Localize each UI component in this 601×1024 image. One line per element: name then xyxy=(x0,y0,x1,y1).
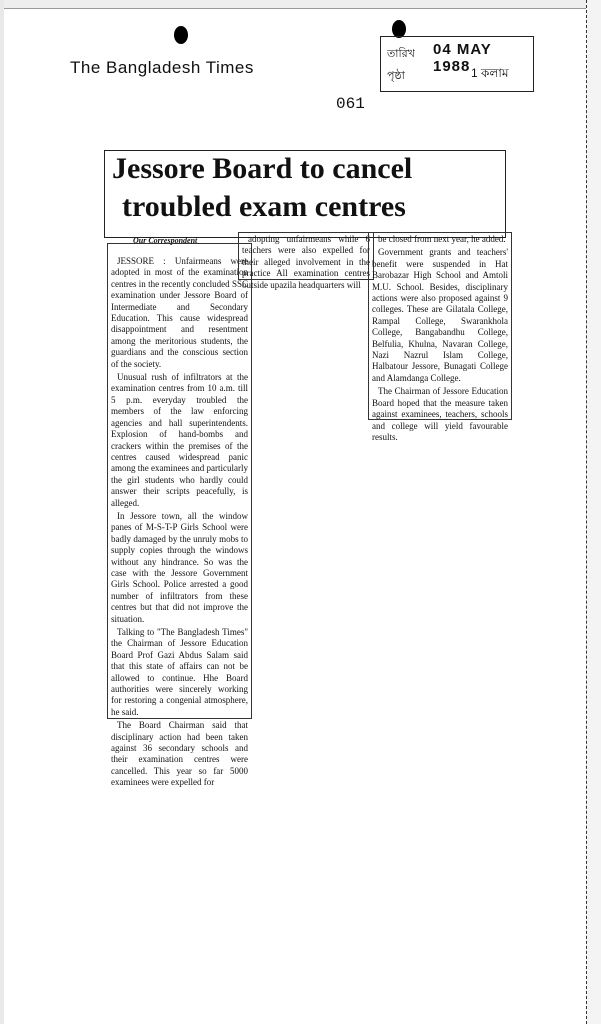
article-column-3 xyxy=(368,232,512,442)
headline-line-1: Jessore Board to cancel xyxy=(112,152,413,185)
paragraph: The Board Chairman said that disciplinary action had been taken against 36 secondary schools and their examination centres were cancelled. This year so far 5000 examinees were expelled for xyxy=(111,720,248,788)
paragraph: In Jessore town, all the window panes of M-S-T-P Girls School were badly damaged by the unruly mobs to supply copies through the windows without any hindrance. So was the case with the Jessore Government Girls School. Police arrested a good number of infiltrators from these centres but that did not improve the situation. xyxy=(111,510,248,624)
paragraph: The Chairman of Jessore Education Board hoped that the measure taken against examinees, teachers, schools and college will yield favourable results. xyxy=(372,386,508,442)
newspaper-name: The Bangladesh Times xyxy=(70,58,254,77)
stamp-date: 04 MAY 1988 xyxy=(433,41,492,75)
scan-top-edge xyxy=(0,0,601,9)
date-stamp xyxy=(380,36,534,92)
paragraph: be closed from next year, he added. xyxy=(378,234,506,244)
stamp-page-value: 1 কলাম xyxy=(471,66,509,80)
paragraph: adopting unfairmeans while 6 teachers were also expelled for their alleged involvement in the practice All examination centres outside upazila headquarters will xyxy=(242,234,370,290)
byline: Our Correspondent xyxy=(133,236,198,245)
article-column-1 xyxy=(107,243,252,788)
paragraph: Unusual rush of infiltrators at the examination centres from 10 a.m. till 5 p.m. everyday troubled the members of the law enforcing agencies and hall superintendents. Explosion of hand-bombs and crackers within the premises of the centres caused widespread panic among the examinees and particularly the girl students who hardly could answer their scripts peacefully, is alleged. xyxy=(111,372,248,508)
scan-right-edge xyxy=(586,0,601,1024)
article-column-2 xyxy=(238,232,374,290)
paragraph: Government grants and teachers' benefit were suspended in Hat Barobazar High School and Amtoli M.U. School. Besides, disciplinary actions were also proposed against 9 colleges. These are Gilatala College, Rampal College, Swarankhola College, Bangabandhu College, Belfulia, Khulna, Navaran College, Nazi Nazrul Islam College, Halbatour Jessore, Bunagati College and Alamdanga College. xyxy=(372,247,508,383)
paragraph: Talking to "The Bangladesh Times" the Chairman of Jessore Education Board Prof Gazi Abdus Salam said that this state of affairs can not be allowed to continue. Hhe Board authorities were sincerely working for restoring a congenial atmosphere, he said. xyxy=(111,627,248,717)
scan-left-edge xyxy=(0,0,4,1024)
punch-hole-left xyxy=(174,26,188,44)
archive-number: 061 xyxy=(336,95,365,113)
headline-line-2: troubled exam centres xyxy=(122,190,406,223)
stamp-page-label: পৃষ্ঠা xyxy=(387,70,405,82)
paragraph: JESSORE : Unfairmeans were adopted in most of the examination centres in the recently concluded SSC examination under Jessore Board of Intermediate and Secondary Education. This cause widespread disappointment and resentment among the meritorious students, the guardians and the conscious section of the society. xyxy=(111,256,248,369)
stamp-date-label: তারিখ xyxy=(387,48,415,60)
headline xyxy=(112,150,412,226)
